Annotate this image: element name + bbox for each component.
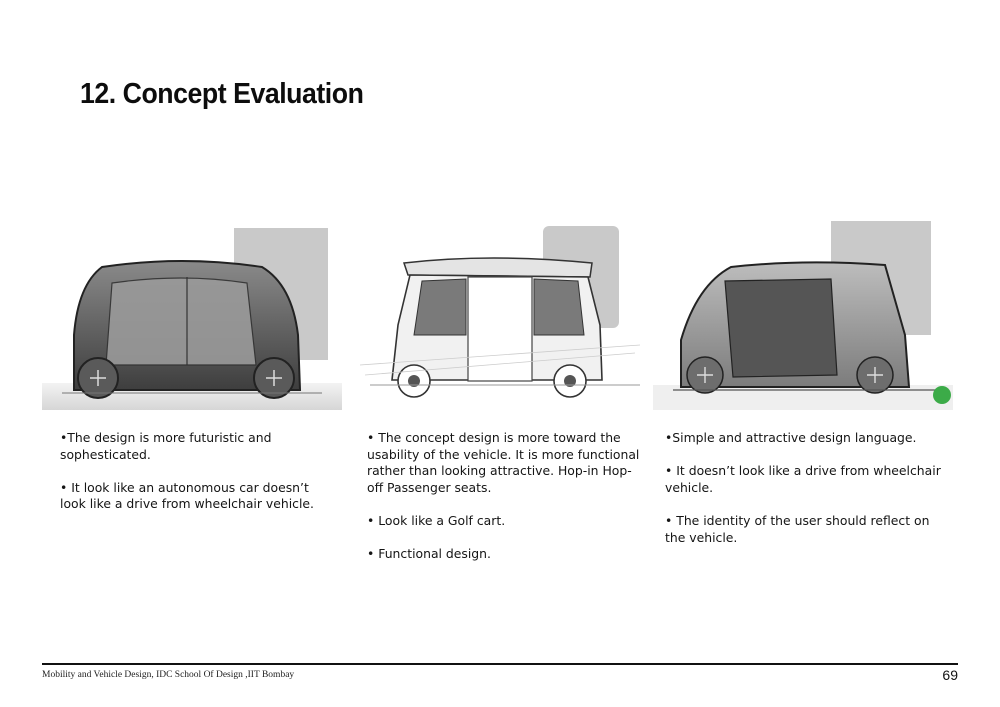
concept-2-point: • Functional design. <box>367 546 491 562</box>
concept-1-point: • It look like an autonomous car doesn’t look like a drive from wheelchair vehicle. <box>60 479 314 512</box>
concept-2-point: • The concept design is more toward the usability of the vehicle. It is more functional rather than looking attractive. Hop-in Hop-off Passenger seats. <box>367 430 640 495</box>
van-vehicle-sketch <box>653 215 953 410</box>
concept-2-point: • Look like a Golf cart. <box>367 512 506 528</box>
concept-3-point: • The identity of the user should reflect on the vehicle. <box>665 512 930 545</box>
concept-3-notes <box>665 430 943 563</box>
concept-1-point: •The design is more futuristic and sophesticated. <box>60 430 272 462</box>
pod-vehicle-sketch <box>42 215 342 410</box>
concept-sketch-1 <box>42 215 342 410</box>
footer-credit: Mobility and Vehicle Design, IDC School Of Design ,IIT Bombay <box>42 670 295 680</box>
footer-divider <box>42 663 958 665</box>
concept-sketch-2 <box>350 215 650 410</box>
concept-1-notes <box>60 430 338 530</box>
page-number: 69 <box>942 667 958 683</box>
concept-3-point: •Simple and attractive design language. <box>665 430 917 445</box>
concept-sketch-3 <box>653 215 953 410</box>
concept-3-point: • It doesn’t look like a drive from wheelchair vehicle. <box>665 463 941 495</box>
green-status-dot <box>933 386 951 404</box>
page-title: 12. Concept Evaluation <box>80 78 364 110</box>
cart-vehicle-sketch <box>350 215 650 410</box>
concept-2-notes <box>367 430 645 579</box>
